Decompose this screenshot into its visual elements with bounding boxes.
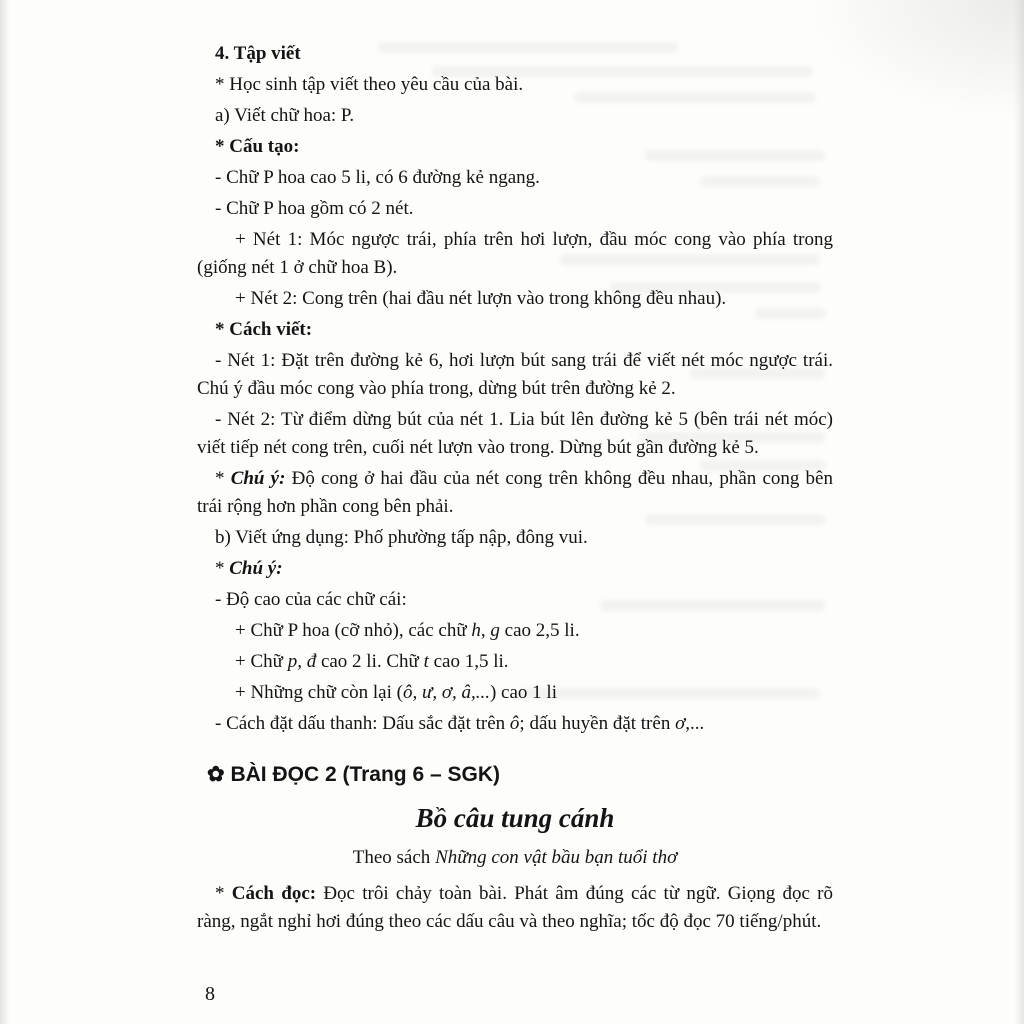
text-run: * <box>215 883 232 904</box>
text-run: ơ <box>675 713 686 734</box>
source-byline <box>197 844 833 872</box>
paragraph <box>197 226 833 282</box>
scan-corner-shade <box>804 0 1024 120</box>
paragraph <box>197 102 833 130</box>
text-run: - Nét 1: Đặt trên đường kẻ 6, hơi lượn bút sang trái để viết nét móc ngược trái. Chú ý đầu móc cong vào phía trong, dừng bút trên đường kẻ 2. <box>197 350 833 399</box>
paragraph <box>197 524 833 552</box>
document-body <box>197 40 833 939</box>
text-run: ô <box>509 713 520 734</box>
text-run: + Nét 1: Móc ngược trái, phía trên hơi lượn, đầu móc cong vào phía trong (giống nét 1 ở chữ hoa B). <box>197 229 833 278</box>
text-run: - Chữ P hoa gồm có 2 nét. <box>215 198 414 219</box>
text-run: h, g <box>471 620 500 641</box>
paragraph <box>197 679 833 707</box>
text-run: ; dấu huyền đặt trên <box>519 713 676 734</box>
flower-icon: ✿ <box>207 763 231 786</box>
text-run: - Nét 2: Từ điểm dừng bút của nét 1. Lia bút lên đường kẻ 5 (bên trái nét móc) viết tiếp nét cong trên, cuối nét lượn vào trong. Dừng bút gần đường kẻ 5. <box>197 409 833 458</box>
text-run: Độ cong ở hai đầu của nét cong trên không đều nhau, phần cong bên trái rộng hơn phần cong bên phải. <box>197 468 833 517</box>
subheading-cach-viet <box>197 316 833 344</box>
text-run: Chú ý: <box>230 468 286 489</box>
text-run: ,... <box>685 713 705 734</box>
text-run: * <box>215 468 231 489</box>
text-run: b) Viết ứng dụng: Phố phường tấp nập, đông vui. <box>215 527 588 548</box>
section-heading-tap-viet <box>197 40 833 68</box>
paragraph <box>197 195 833 223</box>
paragraph <box>197 710 833 738</box>
paragraph <box>197 347 833 403</box>
lesson-heading-bai-doc-2 <box>197 760 833 790</box>
text-run: BÀI ĐỌC 2 (Trang 6 – SGK) <box>230 763 500 786</box>
page-number: 8 <box>205 983 215 1005</box>
text-run: t <box>423 651 429 672</box>
subheading-chu-y <box>197 555 833 583</box>
text-run: - Chữ P hoa cao 5 li, có 6 đường kẻ ngang. <box>215 167 540 188</box>
text-run: Chú ý: <box>229 558 283 579</box>
text-run: * Cách viết: <box>215 319 313 340</box>
paragraph <box>197 71 833 99</box>
paragraph <box>197 285 833 313</box>
scan-edge-left <box>0 0 10 1024</box>
text-run: - Độ cao của các chữ cái: <box>215 589 407 610</box>
scan-edge-right <box>1014 0 1024 1024</box>
reading-title <box>197 800 833 836</box>
text-run: Những con vật bầu bạn tuổi thơ <box>435 847 678 868</box>
text-run: * Học sinh tập viết theo yêu cầu của bài. <box>215 74 524 95</box>
text-run: * <box>215 558 230 579</box>
paragraph <box>197 406 833 462</box>
text-run: cao 2 li. Chữ <box>316 651 424 672</box>
paragraph <box>197 164 833 192</box>
text-run: cao 2,5 li. <box>499 620 580 641</box>
text-run: a) Viết chữ hoa: P. <box>215 105 355 126</box>
subheading-cau-tao <box>197 133 833 161</box>
paragraph <box>197 586 833 614</box>
text-run: + Chữ P hoa (cỡ nhỏ), các chữ <box>235 620 472 641</box>
text-run: Theo sách <box>352 847 436 868</box>
text-run: Bồ câu tung cánh <box>415 803 615 833</box>
paragraph <box>197 880 833 936</box>
text-run: ) cao 1 li <box>489 682 557 703</box>
text-run: Đọc trôi chảy toàn bài. Phát âm đúng các từ ngữ. Giọng đọc rõ ràng, ngắt nghỉ hơi đúng theo các dấu câu và theo nghĩa; tốc độ đọc 70 tiếng/phút. <box>197 883 833 932</box>
text-run: p, đ <box>287 651 317 672</box>
text-run: Cách đọc: <box>231 883 317 904</box>
text-run: 4. Tập viết <box>215 43 301 64</box>
paragraph <box>197 465 833 521</box>
text-run: * Cấu tạo: <box>215 136 300 157</box>
text-run: - Cách đặt dấu thanh: Dấu sắc đặt trên <box>215 713 510 734</box>
text-run: + Nét 2: Cong trên (hai đầu nét lượn vào trong không đều nhau). <box>235 288 727 309</box>
text-run: + Chữ <box>235 651 288 672</box>
text-run: cao 1,5 li. <box>428 651 509 672</box>
text-run: ô, ư, ơ, â,... <box>402 682 490 703</box>
paragraph <box>197 648 833 676</box>
text-run: + Những chữ còn lại ( <box>235 682 403 703</box>
paragraph <box>197 617 833 645</box>
